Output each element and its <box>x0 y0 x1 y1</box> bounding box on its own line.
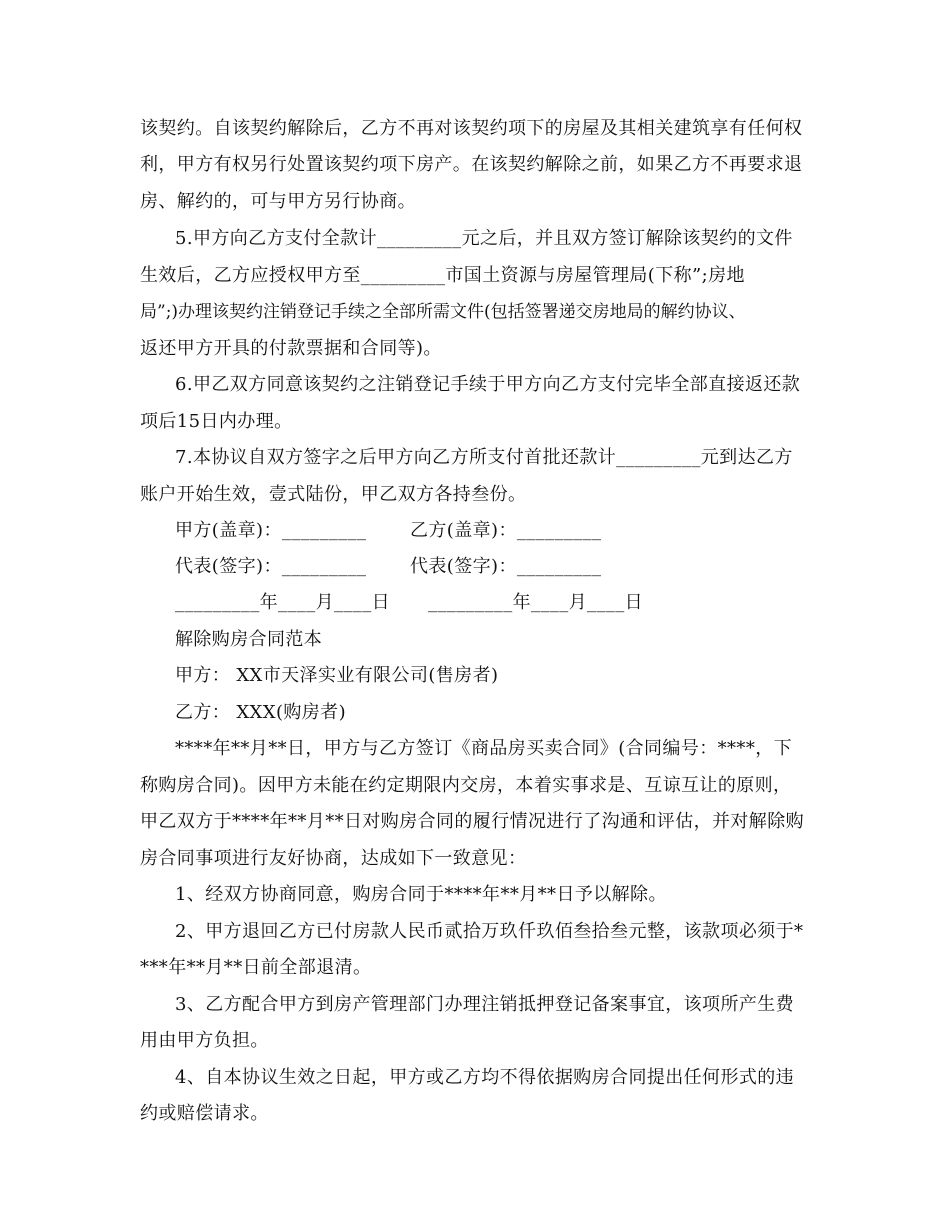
clause-2: 2、甲方退回乙方已付房款人民币贰拾万玖仟玖佰叁拾叁元整，该款项必须于* <box>175 921 804 942</box>
party-a-line: 甲方： XX市天泽实业有限公司(售房者) <box>175 665 499 686</box>
signature-party-a-date: _________年____月____日 <box>175 592 390 613</box>
text-line: 返还甲方开具的付款票据和合同等)。 <box>140 338 442 359</box>
text-line: 房、解约的，可与甲方另行协商。 <box>140 191 416 212</box>
text-line: 利，甲方有权另行处置该契约项下房产。在该契约解除之前，如果乙方不再要求退 <box>140 154 803 175</box>
text-line: ***年**月**日前全部退清。 <box>140 957 372 978</box>
text-line: 用由甲方负担。 <box>140 1030 269 1051</box>
text-line: 生效后，乙方应授权甲方至_________市国土资源与房屋管理局(下称”;房地 <box>140 265 745 286</box>
signature-party-b-rep: 代表(签字)：_________ <box>410 556 602 577</box>
text-line: 5.甲方向乙方支付全款计_________元之后，并且双方签订解除该契约的文件 <box>175 228 793 249</box>
signature-party-b-seal: 乙方(盖章)：_________ <box>410 520 602 541</box>
text-line: 项后15日内办理。 <box>140 411 293 432</box>
text-line: 该契约。自该契约解除后，乙方不再对该契约项下的房屋及其相关建筑享有任何权 <box>140 118 803 139</box>
section-title: 解除购房合同范本 <box>175 629 323 650</box>
text-line: 7.本协议自双方签字之后甲方向乙方所支付首批还款计_________元到达乙方 <box>175 447 793 468</box>
text-line: 称购房合同)。因甲方未能在约定期限内交房，本着实事求是、互谅互让的原则， <box>140 775 792 796</box>
clause-4: 4、自本协议生效之日起，甲方或乙方均不得依据购房合同提出任何形式的违 <box>175 1067 795 1088</box>
text-line: 约或赔偿请求。 <box>140 1103 269 1124</box>
signature-party-a-rep: 代表(签字)：_________ <box>175 556 367 577</box>
text-line: ****年**月**日，甲方与乙方签订《商品房买卖合同》(合同编号：****，下 <box>175 738 793 759</box>
party-b-line: 乙方： XXX(购房者) <box>175 702 347 723</box>
text-line: 甲乙双方于****年**月**日对购房合同的履行情况进行了沟通和评估，并对解除购 <box>140 811 804 832</box>
clause-1: 1、经双方协商同意，购房合同于****年**月**日予以解除。 <box>175 884 667 905</box>
clause-3: 3、乙方配合甲方到房产管理部门办理注销抵押登记备案事宜，该项所产生费 <box>175 994 795 1015</box>
text-line: 房合同事项进行友好协商，达成如下一致意见： <box>140 848 527 869</box>
text-line: 局”;)办理该契约注销登记手续之全部所需文件(包括签署递交房地局的解约协议、 <box>140 302 746 322</box>
signature-party-a-seal: 甲方(盖章)：_________ <box>175 520 367 541</box>
text-line: 账户开始生效，壹式陆份，甲乙双方各持叁份。 <box>140 484 527 505</box>
text-line: 6.甲乙双方同意该契约之注销登记手续于甲方向乙方支付完毕全部直接返还款 <box>175 374 801 395</box>
signature-party-b-date: _________年____月____日 <box>428 592 643 613</box>
